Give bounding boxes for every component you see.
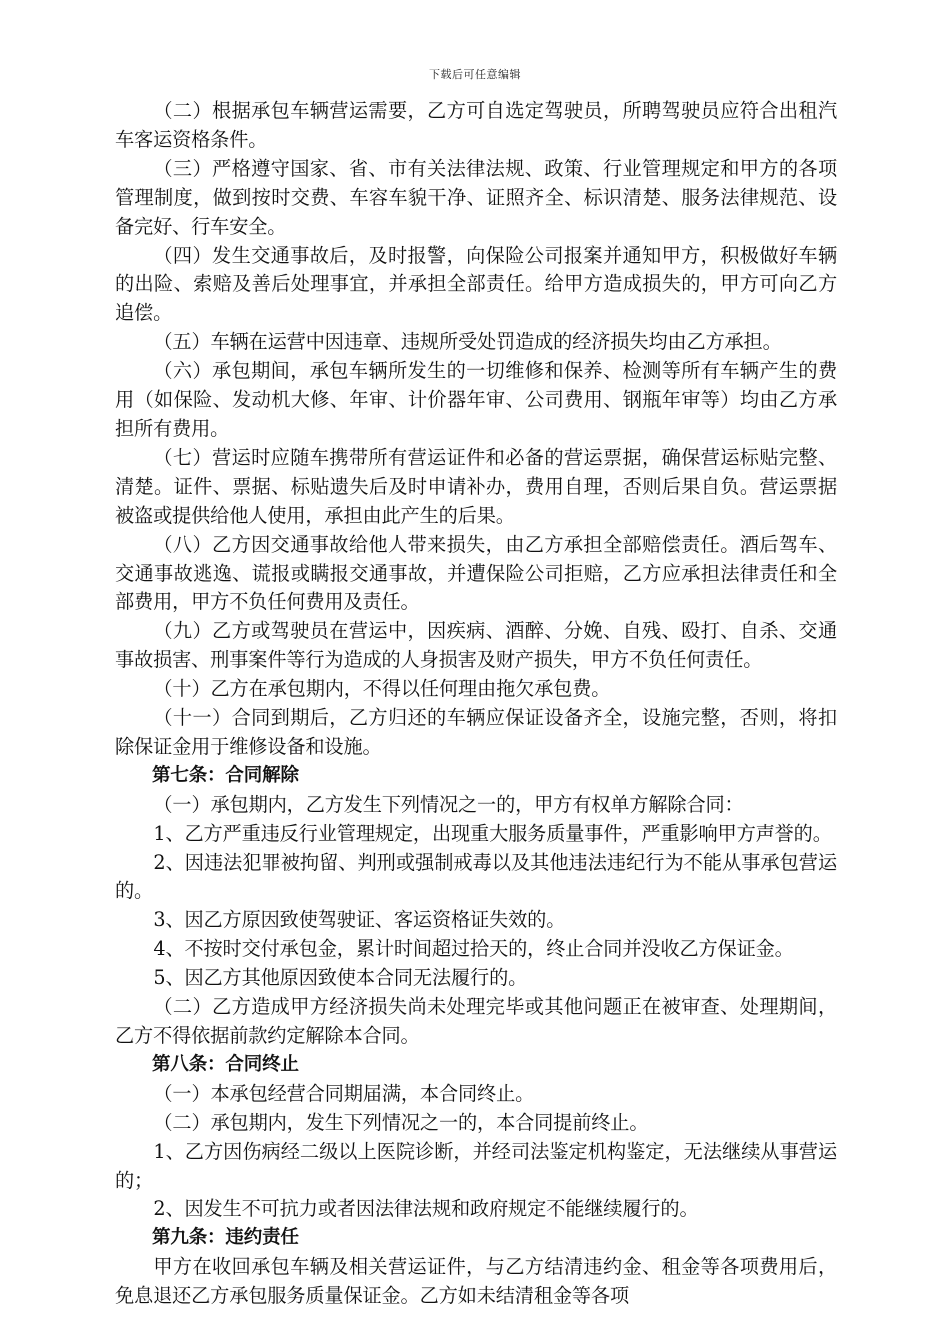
paragraph-termination-item-4: 4、不按时交付承包金，累计时间超过拾天的，终止合同并没收乙方保证金。	[153, 937, 794, 961]
page-header: 下载后可任意编辑	[429, 68, 521, 81]
paragraph-end-clause-2: （二）承包期内，发生下列情况之一的，本合同提前终止。	[153, 1110, 649, 1134]
paragraph-end-clause-1: （一）本承包经营合同期届满，本合同终止。	[153, 1081, 535, 1105]
paragraph-end-item-1: 1、乙方因伤病经二级以上医院诊断，并经司法鉴定机构鉴定，无法继续从事营运的；	[115, 1139, 837, 1192]
paragraph-termination-item-5: 5、因乙方其他原因致使本合同无法履行的。	[153, 966, 528, 990]
paragraph-termination-intro: （一）承包期内，乙方发生下列情况之一的，甲方有权单方解除合同：	[153, 792, 744, 816]
paragraph-clause-11: （十一）合同到期后，乙方归还的车辆应保证设备齐全，设施完整，否则，将扣除保证金用于维修设备和设施。	[115, 706, 837, 758]
paragraph-termination-item-1: 1、乙方严重违反行业管理规定，出现重大服务质量事件，严重影响甲方声誉的。	[153, 821, 832, 845]
section-heading-article-9: 第九条：违约责任	[152, 1227, 299, 1249]
document-body	[115, 97, 837, 1311]
paragraph-clause-7: （七）营运时应随车携带所有营运证件和必备的营运票据，确保营运标贴完整、清楚。证件、票据、标贴遗失后及时申请补办，费用自理，否则后果自负。营运票据被盗或提供给他人使用，承担由此产生的后果。	[115, 445, 837, 527]
paragraph-clause-9: （九）乙方或驾驶员在营运中，因疾病、酒醉、分娩、自残、殴打、自杀、交通事故损害、刑事案件等行为造成的人身损害及财产损失，甲方不负任何责任。	[115, 619, 837, 672]
paragraph-end-item-2: 2、因发生不可抗力或者因法律法规和政府规定不能继续履行的。	[153, 1197, 699, 1221]
section-heading-article-7: 第七条：合同解除	[152, 764, 299, 786]
paragraph-termination-item-3: 3、因乙方原因致使驾驶证、客运资格证失效的。	[153, 908, 566, 932]
paragraph-clause-3: （三）严格遵守国家、省、市有关法律法规、政策、行业管理规定和甲方的各项管理制度，做到按时交费、车容车貌干净、证照齐全、标识清楚、服务法律规范、设备完好、行车安全。	[115, 156, 837, 238]
paragraph-clause-6: （六）承包期间，承包车辆所发生的一切维修和保养、检测等所有车辆产生的费用（如保险、发动机大修、年审、计价器年审、公司费用、钢瓶年审等）均由乙方承担所有费用。	[115, 359, 837, 440]
paragraph-clause-4: （四）发生交通事故后，及时报警，向保险公司报案并通知甲方，积极做好车辆的出险、索赔及善后处理事宜，并承担全部责任。给甲方造成损失的，甲方可向乙方追偿。	[115, 243, 837, 325]
paragraph-clause-10: （十）乙方在承包期内，不得以任何理由拖欠承包费。	[153, 677, 611, 701]
paragraph-clause-2: （二）根据承包车辆营运需要，乙方可自选定驾驶员，所聘驾驶员应符合出租汽车客运资格条件。	[115, 99, 837, 151]
section-heading-article-8: 第八条：合同终止	[152, 1053, 299, 1075]
paragraph-clause-8: （八）乙方因交通事故给他人带来损失，由乙方承担全部赔偿责任。酒后驾车、交通事故逃逸、谎报或瞒报交通事故，并遭保险公司拒赔，乙方应承担法律责任和全部费用，甲方不负任何费用及责任。	[115, 532, 837, 614]
paragraph-clause-5: （五）车辆在运营中因违章、违规所受处罚造成的经济损失均由乙方承担。	[153, 330, 782, 354]
paragraph-termination-item-2: 2、因违法犯罪被拘留、判刑或强制戒毒以及其他违法违纪行为不能从事承包营运的。	[115, 850, 837, 903]
paragraph-termination-clause-2: （二）乙方造成甲方经济损失尚未处理完毕或其他问题正在被审查、处理期间，乙方不得依据前款约定解除本合同。	[115, 995, 837, 1047]
paragraph-liability: 甲方在收回承包车辆及相关营运证件，与乙方结清违约金、租金等各项费用后，免息退还乙方承包服务质量保证金。乙方如未结清租金等各项	[115, 1255, 837, 1308]
